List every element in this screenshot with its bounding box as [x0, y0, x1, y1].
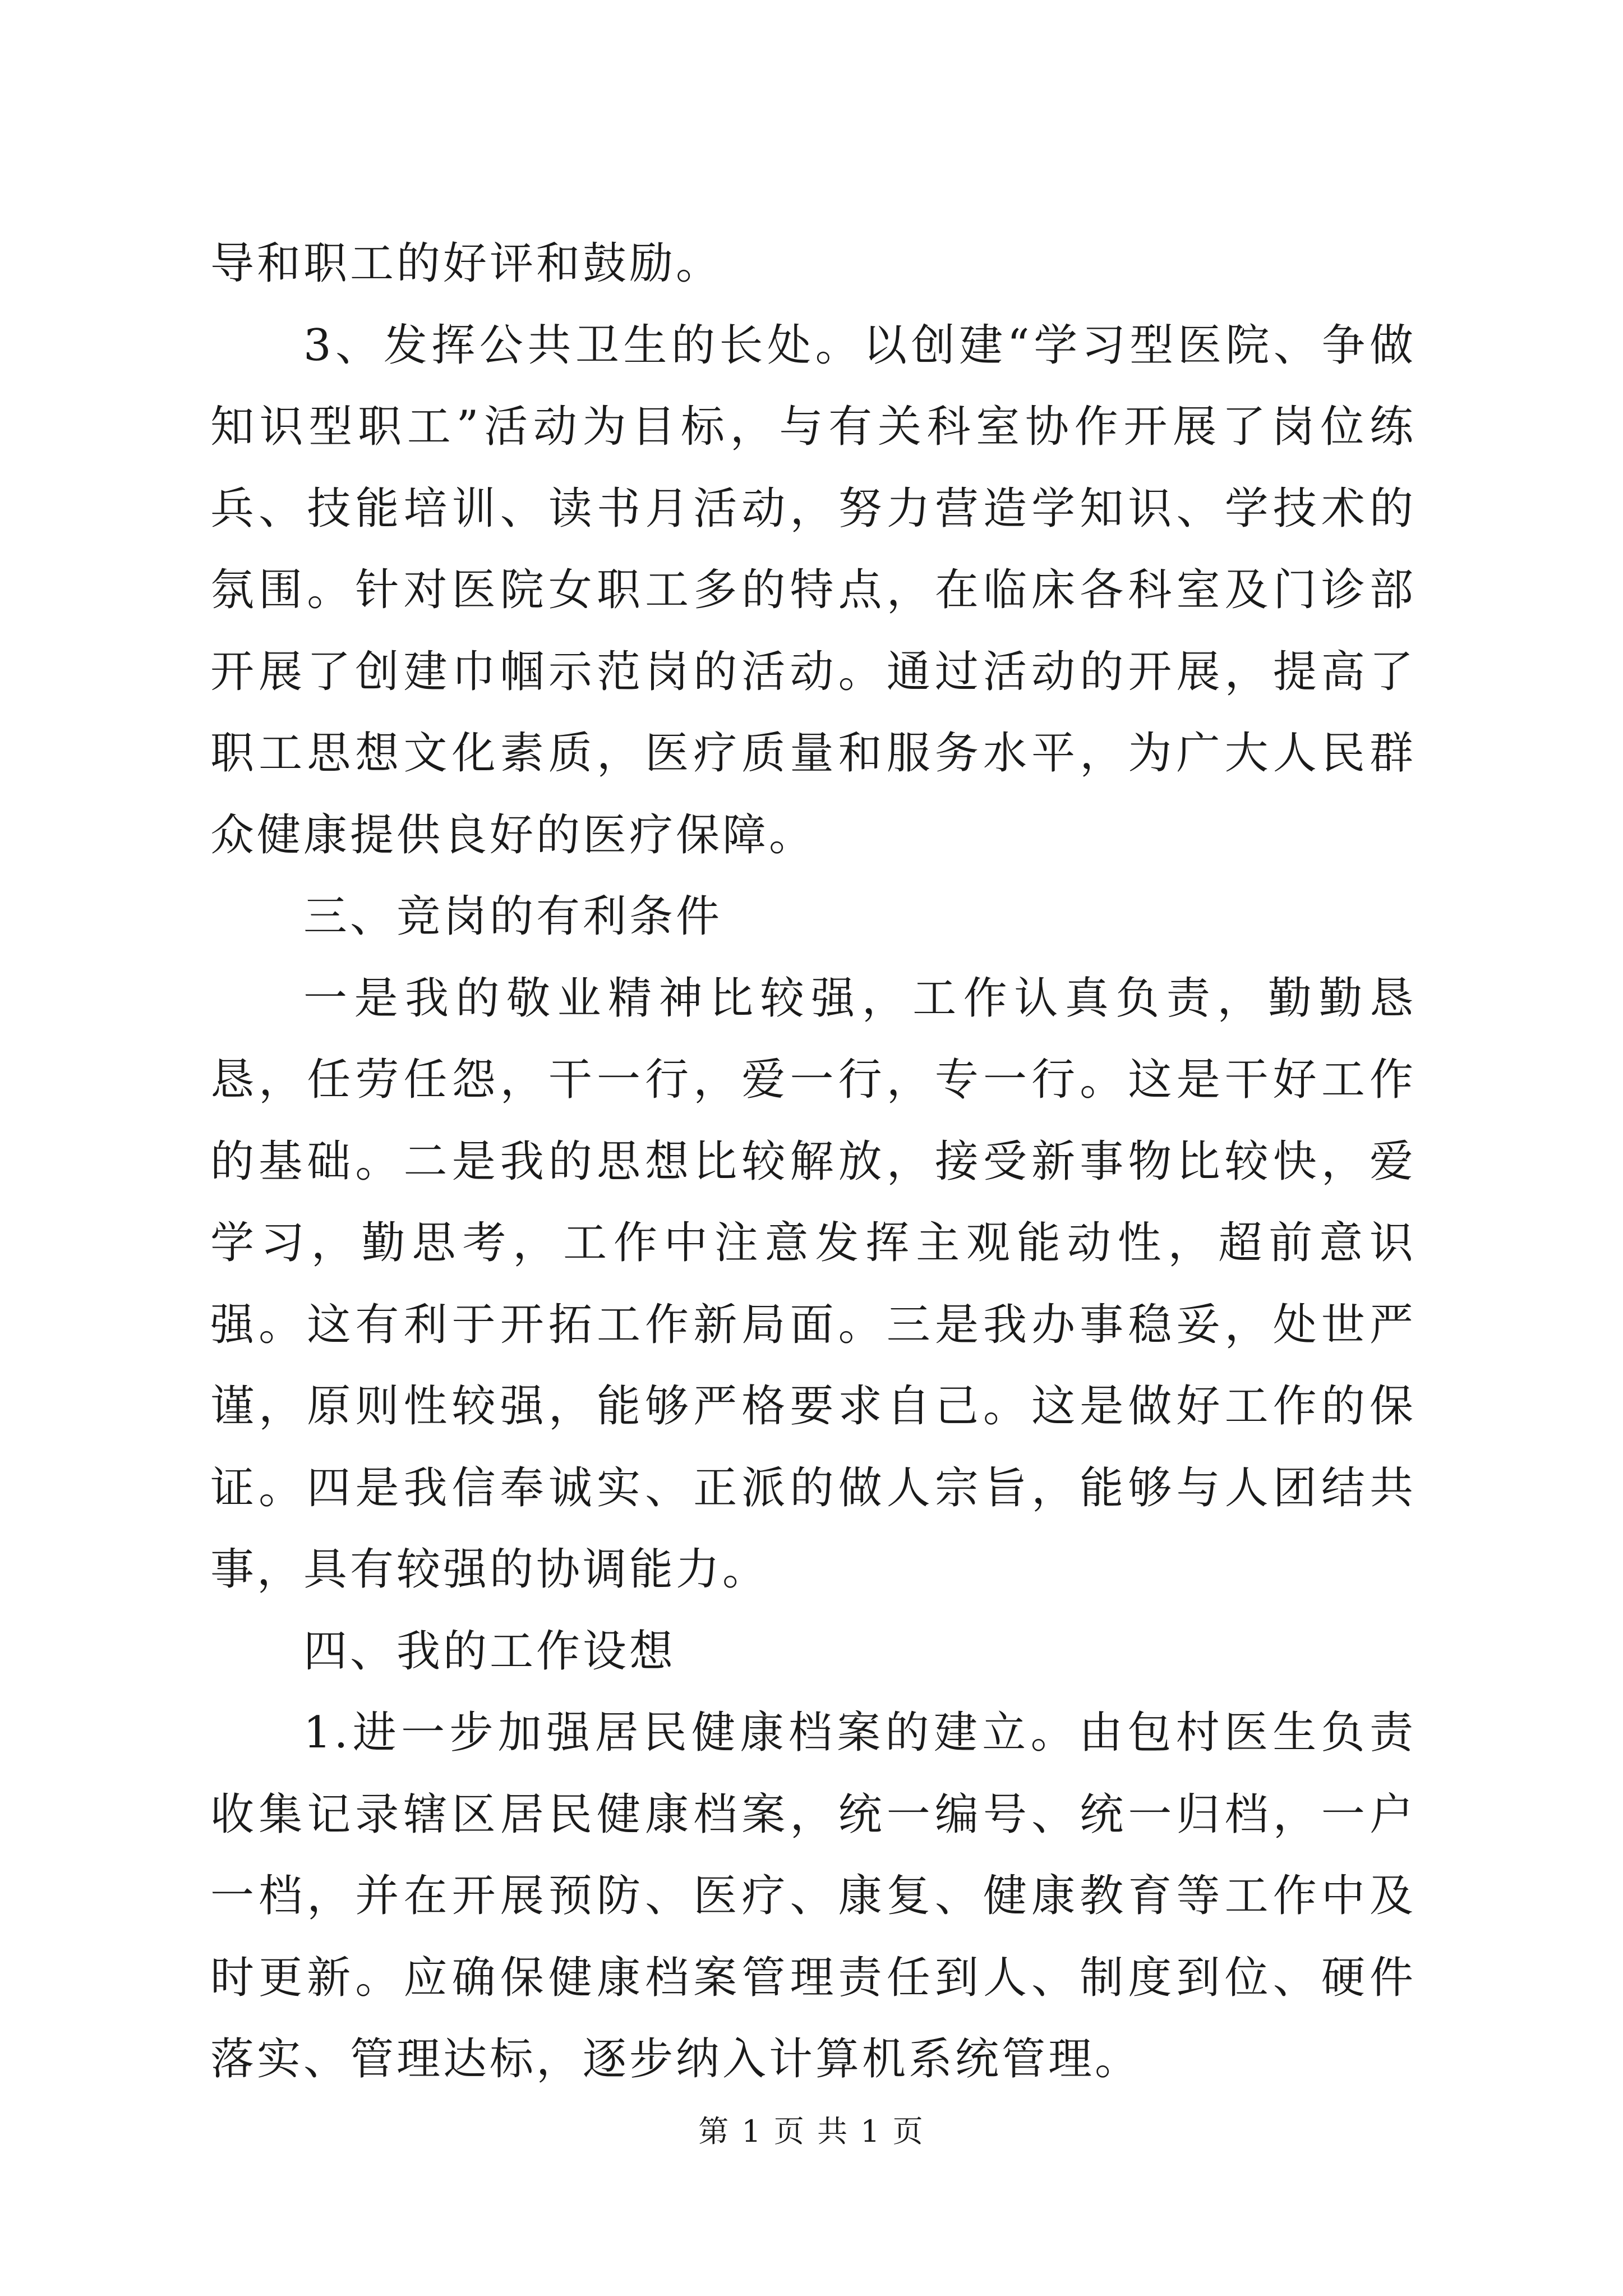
body-text	[210, 223, 1416, 2101]
page-footer: 第 1 页 共 1 页	[698, 2114, 925, 2149]
section-heading-advantages: 三、竞岗的有利条件	[303, 891, 723, 942]
paragraph-public-health: 3、发挥公共卫生的长处。以创建“学习型医院、争做知识型职工”活动为目标，与有关科室协作开展了岗位练兵、技能培训、读书月活动，努力营造学知识、学技术的氛围。针对医院女职工多的特点，在临床各科室及门诊部开展了创建巾帼示范岗的活动。通过活动的开展，提高了职工思想文化素质，医疗质量和服务水平，为广大人民群众健康提供良好的医疗保障。	[210, 320, 1416, 861]
paragraph-advantages: 一是我的敬业精神比较强，工作认真负责，勤勤恳恳，任劳任怨，干一行，爱一行，专一行。这是干好工作的基础。二是我的思想比较解放，接受新事物比较快，爱学习，勤思考，工作中注意发挥主观能动性，超前意识强。这有利于开拓工作新局面。三是我办事稳妥，处世严谨，原则性较强，能够严格要求自己。这是做好工作的保证。四是我信奉诚实、正派的做人宗旨，能够与人团结共事，具有较强的协调能力。	[210, 973, 1416, 1595]
paragraph-health-records: 1.进一步加强居民健康档案的建立。由包村医生负责收集记录辖区居民健康档案，统一编号、统一归档，一户一档，并在开展预防、医疗、康复、健康教育等工作中及时更新。应确保健康档案管理责任到人、制度到位、硬件落实、管理达标，逐步纳入计算机系统管理。	[210, 1708, 1416, 2085]
section-heading-work-plan: 四、我的工作设想	[303, 1626, 676, 1677]
paragraph-continuation: 导和职工的好评和鼓励。	[210, 238, 723, 289]
